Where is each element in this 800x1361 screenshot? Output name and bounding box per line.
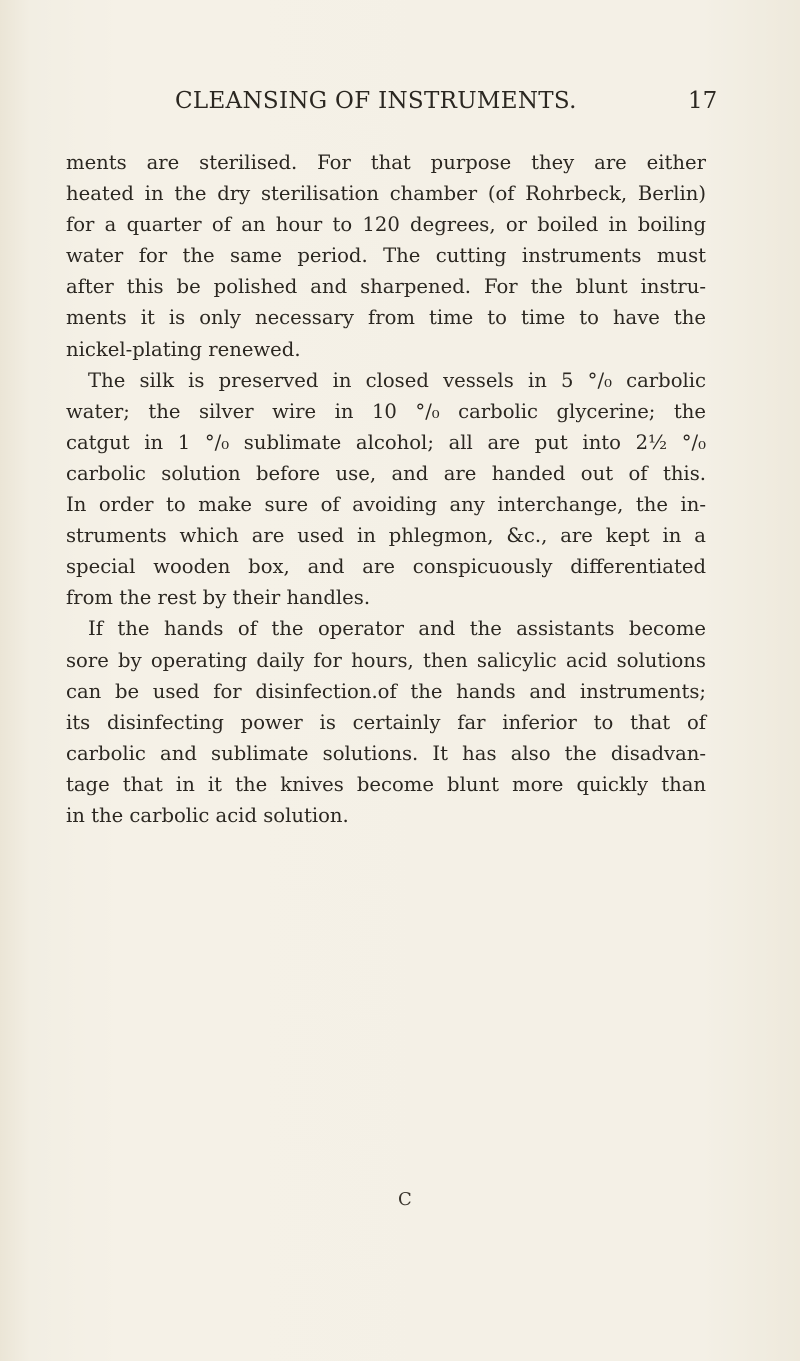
text-line: can be used for disinfection.of the hands and instruments; <box>66 679 706 703</box>
text-line: nickel-plating renewed. <box>66 337 301 361</box>
text-line: water; the silver wire in 10 °/₀ carbolic glycerine; the <box>66 399 706 423</box>
text-line: in the carbolic acid solution. <box>66 803 349 827</box>
text-line: water for the same period. The cutting instruments must <box>66 244 706 268</box>
text-line: catgut in 1 °/₀ sublimate alcohol; all are put into 2½ °/₀ <box>66 430 706 454</box>
running-head: CLEANSING OF INSTRUMENTS. <box>175 88 577 114</box>
text-line: for a quarter of an hour to 120 degrees, or boiled in boiling <box>66 213 706 237</box>
text-line: carbolic and sublimate solutions. It has also the disadvan- <box>66 741 706 765</box>
text-line: struments which are used in phlegmon, &c., are kept in a <box>66 524 706 548</box>
text-line: ments it is only necessary from time to time to have the <box>66 306 706 330</box>
text-line: tage that in it the knives become blunt more quickly than <box>66 772 706 796</box>
paragraph-start-line: The silk is preserved in closed vessels in 5 °/₀ carbolic <box>88 368 706 392</box>
paragraph-start-line: If the hands of the operator and the assistants become <box>88 617 706 641</box>
text-line: sore by operating daily for hours, then salicylic acid solutions <box>66 648 706 672</box>
text-line: In order to make sure of avoiding any interchange, the in- <box>66 493 706 517</box>
text-line: special wooden box, and are conspicuously differentiated <box>66 555 706 579</box>
text-line: after this be polished and sharpened. For the blunt instru- <box>66 275 706 299</box>
signature-mark: C <box>398 1189 412 1210</box>
text-line: ments are sterilised. For that purpose they are either <box>66 151 706 174</box>
text-line: from the rest by their handles. <box>66 586 371 610</box>
text-line: its disinfecting power is certainly far inferior to that of <box>66 710 706 734</box>
text-line: heated in the dry sterilisation chamber (of Rohrbeck, Berlin) <box>66 182 706 206</box>
body-text <box>66 147 706 831</box>
page-header <box>0 86 800 126</box>
page-number: 17 <box>688 88 718 114</box>
text-line: carbolic solution before use, and are handed out of this. <box>66 461 706 485</box>
